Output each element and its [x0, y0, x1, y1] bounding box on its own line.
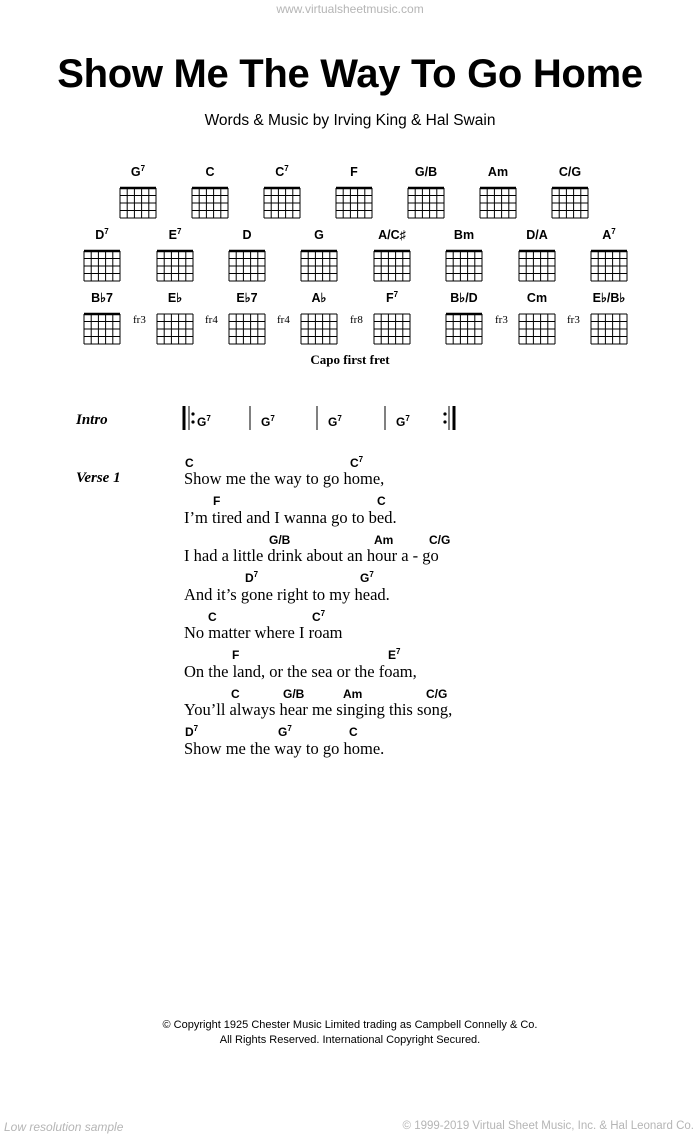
chord-diagram-label: C [205, 165, 215, 180]
chord-diagram [72, 290, 132, 352]
chord-diagram [507, 227, 567, 289]
verse-chord: F [213, 494, 221, 508]
fretboard-grid [289, 241, 349, 287]
intro-label: Intro [76, 412, 108, 428]
fretboard-grid [540, 178, 600, 224]
footer-copyright: © 1999-2019 Virtual Sheet Music, Inc. & Hal Leonard Co. [402, 1120, 694, 1132]
chord-diagram [145, 227, 205, 289]
chord-diagram [540, 164, 600, 226]
verse-chord: Am [374, 533, 394, 547]
verse-chord: $D^7$ [185, 724, 199, 739]
chord-diagram-label: $G^7$ [130, 164, 146, 180]
chord-diagram-label: A/C♯ [378, 228, 406, 243]
chord-diagram-label: $E^7$ [168, 227, 182, 243]
fret-position-label: fr4 [277, 314, 290, 326]
fretboard-grid [468, 178, 528, 224]
fretboard-grid [289, 304, 349, 350]
intro-bar-lines [180, 404, 460, 432]
chord-diagram-label: E♭ [167, 291, 183, 306]
chord-diagram-label: Cm [526, 291, 548, 306]
chord-diagram-label: $A^7$ [602, 227, 616, 243]
verse-label: Verse 1 [76, 470, 121, 486]
intro-chord-3: $G^7$ [328, 414, 342, 429]
lyric-line: I’m tired and I wanna go to bed. [184, 508, 397, 527]
intro-chord-2: $G^7$ [261, 414, 275, 429]
chord-diagram [252, 164, 312, 226]
lyric-line: Show me the way to go home. [184, 739, 385, 758]
fretboard-grid [507, 304, 567, 350]
verse-chord: C [349, 725, 358, 739]
fretboard-grid [434, 304, 494, 350]
chord-diagram-label: Am [487, 165, 509, 180]
verse-chord: C [208, 610, 217, 624]
chord-diagram-label: $D^7$ [95, 227, 109, 243]
chord-diagram [108, 164, 168, 226]
verse-chord: F [232, 648, 240, 662]
fretboard-grid [324, 178, 384, 224]
chord-diagram-label: $C^7$ [275, 164, 289, 180]
verse-chord: G/B [269, 533, 291, 547]
song-title: Show Me The Way To Go Home [57, 52, 643, 96]
fretboard-grid [579, 304, 639, 350]
chord-diagram-label: D [242, 228, 252, 243]
chord-diagram-label: $F^7$ [385, 290, 399, 306]
chord-diagram [217, 227, 277, 289]
chord-diagram [277, 290, 349, 352]
fretboard-grid [108, 178, 168, 224]
verse-chord: $G^7$ [360, 570, 374, 585]
lyric-line: On the land, or the sea or the foam, [184, 662, 417, 681]
fretboard-grid [507, 241, 567, 287]
chord-diagram [434, 227, 494, 289]
fretboard-grid [252, 178, 312, 224]
low-res-note: Low resolution sample [4, 1120, 124, 1134]
fretboard-grid [72, 304, 132, 350]
copyright-line: © Copyright 1925 Chester Music Limited trading as Campbell Connelly & Co. [162, 1019, 538, 1031]
chord-diagram [434, 290, 494, 352]
chord-diagram-label: B♭7 [91, 291, 113, 306]
fretboard-grid [217, 304, 277, 350]
fretboard-grid [145, 304, 205, 350]
chord-diagram-label: E♭7 [236, 291, 258, 306]
chord-diagram [180, 164, 240, 226]
chord-diagram-label: A♭ [311, 291, 327, 306]
fret-position-label: fr3 [133, 314, 146, 326]
chord-diagram-label: C/G [558, 165, 582, 180]
capo-note: Capo first fret [310, 352, 390, 367]
intro-chord-4: $G^7$ [396, 414, 410, 429]
chord-diagram [396, 164, 456, 226]
chord-diagram [324, 164, 384, 226]
watermark-url: www.virtualsheetmusic.com [276, 2, 424, 16]
verse-chord: $D^7$ [245, 570, 259, 585]
chord-diagram-label: D/A [526, 228, 548, 243]
verse-chord: Am [343, 687, 363, 701]
verse-chord: C [377, 494, 386, 508]
chord-diagram [350, 290, 422, 352]
fretboard-grid [217, 241, 277, 287]
lyric-line: Show me the way to go home, [184, 469, 385, 488]
chord-diagram-label: B♭/D [450, 291, 478, 306]
lyric-line: No matter where I roam [184, 623, 343, 642]
fretboard-grid [434, 241, 494, 287]
chord-diagram-label: Bm [453, 228, 475, 243]
verse-chord: C/G [426, 687, 448, 701]
lyric-line: I had a little drink about an hour a - go [184, 546, 439, 565]
copyright-block [0, 1018, 700, 1048]
fretboard-grid [579, 241, 639, 287]
chord-diagram [362, 227, 422, 289]
fretboard-grid [72, 241, 132, 287]
chord-diagram [468, 164, 528, 226]
fretboard-grid [145, 241, 205, 287]
chord-diagram [205, 290, 277, 352]
chord-diagram [289, 227, 349, 289]
fretboard-grid [396, 178, 456, 224]
chord-diagram [72, 227, 132, 289]
verse-chord: $C^7$ [350, 455, 364, 470]
verse-chord: $C^7$ [312, 609, 326, 624]
chord-diagram-label: G/B [414, 165, 438, 180]
chord-diagram-row [0, 164, 700, 224]
chord-diagram [579, 227, 639, 289]
chord-diagram-label: F [350, 165, 358, 180]
verse-chord: C [231, 687, 240, 701]
chord-diagram [133, 290, 205, 352]
copyright-line: All Rights Reserved. International Copyright Secured. [219, 1034, 481, 1046]
fretboard-grid [362, 304, 422, 350]
fret-position-label: fr4 [205, 314, 218, 326]
chord-diagram [567, 290, 639, 352]
fret-position-label: fr8 [350, 314, 363, 326]
fretboard-grid [180, 178, 240, 224]
verse-chord: $G^7$ [278, 724, 292, 739]
fret-position-label: fr3 [567, 314, 580, 326]
chord-diagram-row [0, 227, 700, 287]
verse-chord: C [185, 456, 194, 470]
chord-diagram-label: G [314, 228, 324, 243]
song-credits: Words & Music by Irving King & Hal Swain [204, 112, 496, 129]
verse-chord: G/B [283, 687, 305, 701]
verse-chord: C/G [429, 533, 451, 547]
lyric-line: You’ll always hear me singing this song, [184, 700, 453, 719]
intro-chord-1: $G^7$ [197, 414, 211, 429]
verse-chord: $E^7$ [388, 647, 401, 662]
chord-diagram-row [0, 290, 700, 350]
fret-position-label: fr3 [495, 314, 508, 326]
chord-diagram [495, 290, 567, 352]
chord-diagram-label: E♭/B♭ [592, 291, 626, 306]
fretboard-grid [362, 241, 422, 287]
lyric-line: And it’s gone right to my head. [184, 585, 390, 604]
